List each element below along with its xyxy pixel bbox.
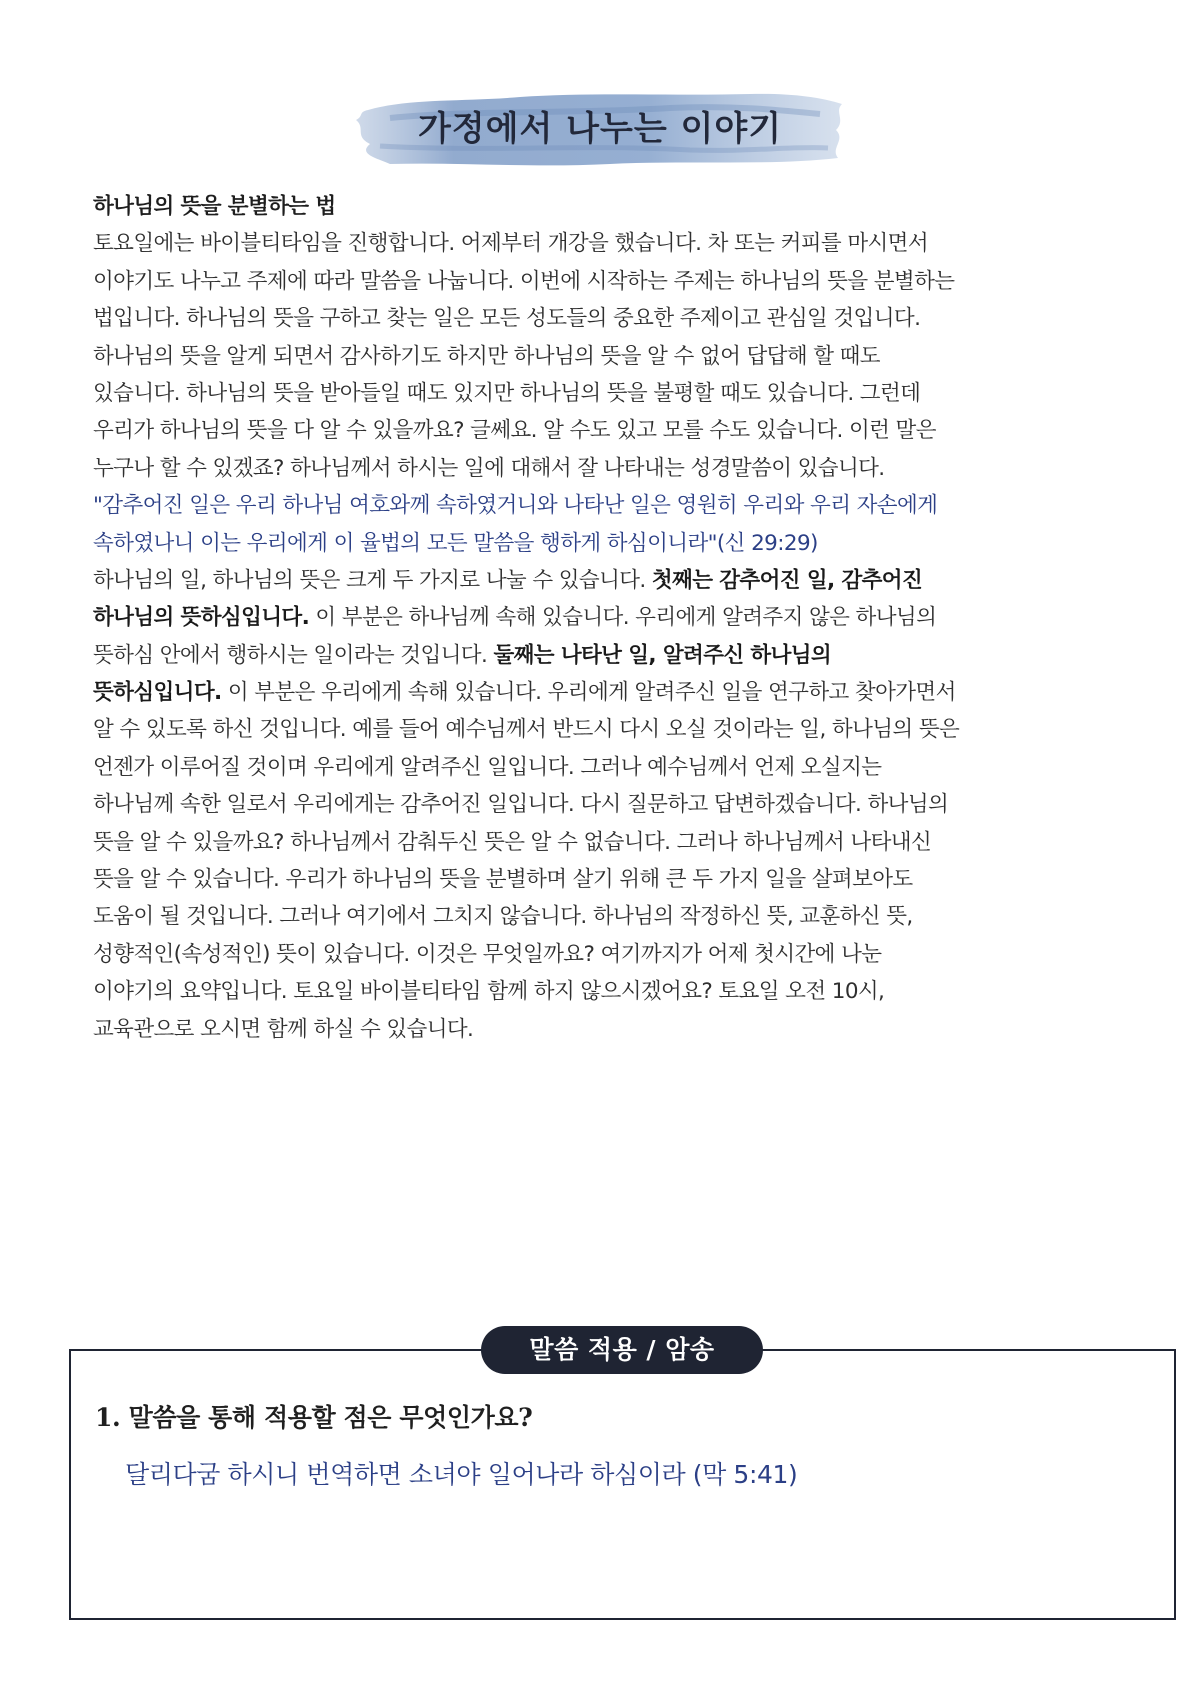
body-text: 이야기의 요약입니다. 토요일 바이블티타임 함께 하지 않으시겠어요? 토요일 오전 10시,: [93, 979, 885, 1005]
page-title: 가정에서 나누는 이야기: [417, 109, 783, 149]
article-line: [93, 711, 1153, 748]
body-text: 이 부분은 우리에게 속해 있습니다. 우리에게 알려주신 일을 연구하고 찾아가면서: [221, 680, 956, 706]
body-text: 뜻을 알 수 있습니다. 우리가 하나님의 뜻을 분별하며 살기 위해 큰 두 가지 일을 살펴보아도: [93, 867, 913, 893]
body-text: 누구나 할 수 있겠죠? 하나님께서 하시는 일에 대해서 잘 나타내는 성경말씀이 있습니다.: [93, 455, 885, 481]
emphasis-text: 첫째는 감추어진 일, 감추어진: [651, 567, 923, 593]
article-line: [93, 375, 1153, 412]
article-line: [93, 300, 1153, 337]
article-line: [93, 637, 1153, 674]
body-text: 우리가 하나님의 뜻을 다 알 수 있을까요? 글쎄요. 알 수도 있고 모를 수도 있습니다. 이런 말은: [93, 418, 936, 444]
page-title-block: [350, 88, 850, 170]
body-text: 언젠가 이루어질 것이며 우리에게 알려주신 일입니다. 그러나 예수님께서 언제 오실지는: [93, 754, 882, 780]
article-line: [93, 562, 1153, 599]
article-line: [93, 936, 1153, 973]
article-line: [93, 225, 1153, 262]
article-line: [93, 338, 1153, 375]
scripture-quote: 속하였나니 이는 우리에게 이 율법의 모든 말씀을 행하게 하심이니라"(신 29:29): [93, 530, 818, 556]
body-text: 교육관으로 오시면 함께 하실 수 있습니다.: [93, 1016, 474, 1042]
article-line: [93, 973, 1153, 1010]
article-line: [93, 412, 1153, 449]
body-text: 이야기도 나누고 주제에 따라 말씀을 나눕니다. 이번에 시작하는 주제는 하나님의 뜻을 분별하는: [93, 268, 955, 294]
article-line: [93, 786, 1153, 823]
article-line: [93, 1011, 1153, 1048]
body-text: 있습니다. 하나님의 뜻을 받아들일 때도 있지만 하나님의 뜻을 불평할 때도 있습니다. 그런데: [93, 380, 921, 406]
article-line: [93, 450, 1153, 487]
article-paragraph: [93, 225, 1153, 1048]
body-text: 토요일에는 바이블티타임을 진행합니다. 어제부터 개강을 했습니다. 차 또는 커피를 마시면서: [93, 231, 929, 257]
article-line: [93, 824, 1153, 861]
body-text: 뜻하심 안에서 행하시는 일이라는 것입니다.: [93, 642, 494, 668]
article-body: [93, 188, 1153, 1048]
scripture-quote: "감추어진 일은 우리 하나님 여호와께 속하였거니와 나타난 일은 영원히 우리와 우리 자손에게: [93, 493, 938, 519]
article-heading: 하나님의 뜻을 분별하는 법: [93, 194, 336, 219]
body-text: 뜻을 알 수 있을까요? 하나님께서 감춰두신 뜻은 알 수 없습니다. 그러나 하나님께서 나타내신: [93, 829, 932, 855]
body-text: 하나님의 일, 하나님의 뜻은 크게 두 가지로 나눌 수 있습니다.: [93, 567, 652, 593]
emphasis-text: 뜻하심입니다.: [93, 680, 222, 706]
article-line: [93, 898, 1153, 935]
body-text: 알 수 있도록 하신 것입니다. 예를 들어 예수님께서 반드시 다시 오실 것이라는 일, 하나님의 뜻은: [93, 717, 960, 743]
emphasis-text: 둘째는 나타난 일, 알려주신 하나님의: [493, 642, 832, 668]
body-text: 도움이 될 것입니다. 그러나 여기에서 그치지 않습니다. 하나님의 작정하신 뜻, 교훈하신 뜻,: [93, 904, 913, 930]
article-line: [93, 674, 1153, 711]
article-line: [93, 599, 1153, 636]
article-line: [93, 525, 1153, 562]
body-text: 법입니다. 하나님의 뜻을 구하고 찾는 일은 모든 성도들의 중요한 주제이고 관심일 것입니다.: [93, 306, 921, 332]
apply-section-tab-label: 말씀 적용 / 암송: [481, 1326, 763, 1374]
article-line: [93, 861, 1153, 898]
article-line: [93, 749, 1153, 786]
body-text: 하나님께 속한 일로서 우리에게는 감추어진 일입니다. 다시 질문하고 답변하겠습니다. 하나님의: [93, 792, 949, 818]
emphasis-text: 하나님의 뜻하심입니다.: [93, 605, 310, 631]
article-line: [93, 263, 1153, 300]
body-text: 성향적인(속성적인) 뜻이 있습니다. 이것은 무엇일까요? 여기까지가 어제 첫시간에 나눈: [93, 941, 882, 967]
body-text: 하나님의 뜻을 알게 되면서 감사하기도 하지만 하나님의 뜻을 알 수 없어 답답해 할 때도: [93, 343, 880, 369]
apply-question: 1. 말씀을 통해 적용할 점은 무엇인가요?: [95, 1403, 533, 1432]
memory-verse: 달리다굼 하시니 번역하면 소녀야 일어나라 하심이라 (막 5:41): [125, 1460, 798, 1489]
body-text: 이 부분은 하나님께 속해 있습니다. 우리에게 알려주지 않은 하나님의: [309, 605, 937, 631]
article-line: [93, 487, 1153, 524]
